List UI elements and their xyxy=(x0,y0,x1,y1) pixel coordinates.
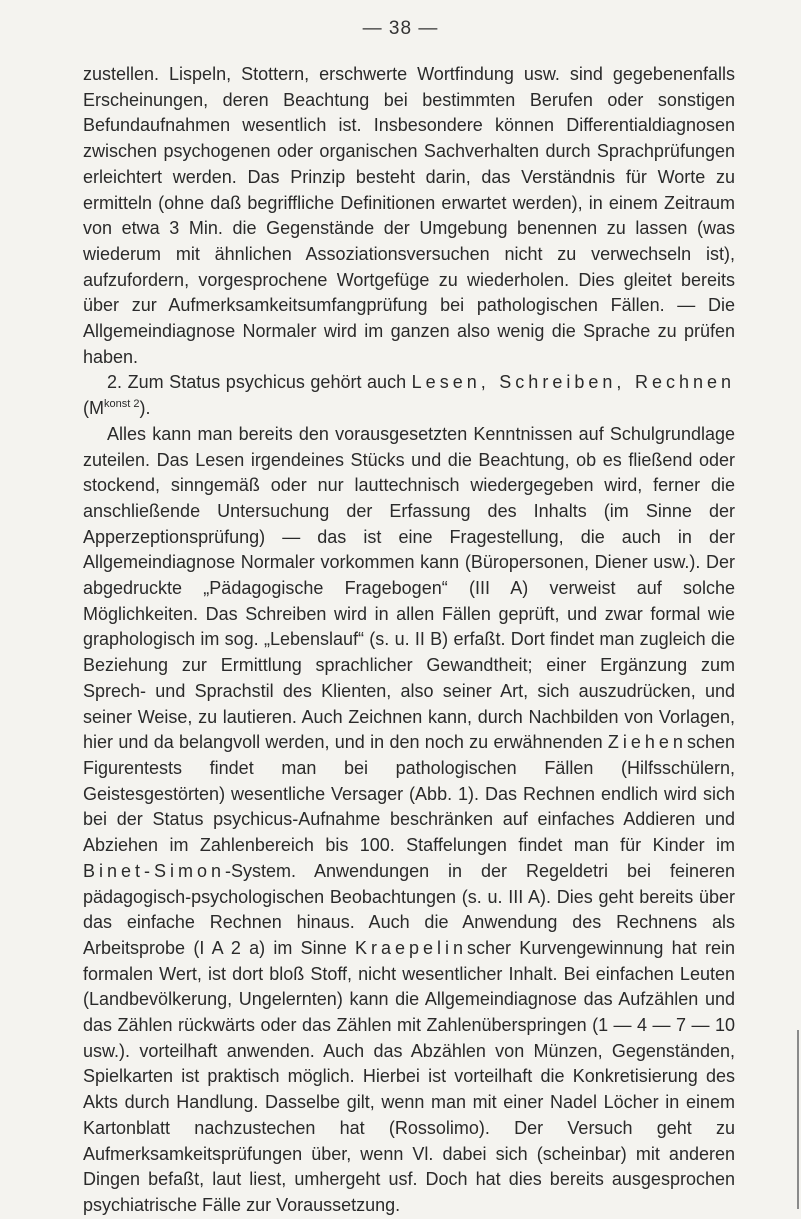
spaced-kraepelin: Kraepelin xyxy=(354,937,468,958)
spaced-lesen-schreiben-rechnen: Lesen, Schreiben, Rechnen xyxy=(411,372,735,393)
paragraph-2-end: ). xyxy=(139,398,151,419)
paragraph-2 xyxy=(83,370,735,421)
paragraph-1: zustellen. Lispeln, Stottern, erschwerte Wortfindung usw. sind gegebenenfalls Erscheinungen, deren Beachtung bei bestimmten Berufen oder sonstigen Befundaufnahmen wesentlich ist. Insbesondere können Differentialdiagnosen zwischen psychogenen oder organischen Sachverhalten durch Sprachprüfungen erleichtert werden. Das Prinzip besteht darin, das Verständnis für Worte zu ermitteln (ohne daß begriffliche Definitionen erwartet werden), in einem Zeitraum von etwa 3 Min. die Gegenstände der Umgebung benennen zu lassen (was wiederum mit ähnlichen Assoziationsversuchen nicht zu verwechseln ist), aufzufordern, vorgesprochene Wortgefüge zu wiederholen. Dies gleitet bereits über zur Aufmerksamkeitsumfangprüfung bei pathologischen Fällen. — Die Allgemeindiagnose Normaler wird im ganzen also wenig die Sprache zu prüfen haben. xyxy=(83,64,735,367)
spaced-binet-simon: Binet-Simon xyxy=(83,860,226,881)
spaced-ziehen: Ziehen xyxy=(607,732,687,753)
paragraph-3-part-c: -System. Anwendungen in der Regeldetri bei feineren pädagogisch-psychologischen Beobachtungen (s. u. III A). Dies geht bereits über das einfache Rechnen hinaus. Auch die Anwendung des Rechnens als Arbeitsprobe (I A 2 a) im Sinne xyxy=(83,860,735,958)
paragraph-2-open: (M xyxy=(83,398,104,419)
paragraph-3 xyxy=(83,422,735,1219)
paragraph-3-part-b: schen Figurentests findet man bei pathologischen Fällen (Hilfsschülern, Geistesgestörten) wesentliche Versager (Abb. 1). Das Rechnen endlich wird sich bei der Status psychicus-Aufnahme beschränken auf einfaches Addieren und Abziehen im Zahlenbereich bis 100. Staffelungen findet man für Kinder im xyxy=(83,732,735,856)
page-number: — 38 — xyxy=(362,18,439,39)
page-edge-line xyxy=(797,1030,799,1209)
paragraph-3-part-d: scher Kurvengewinnung hat rein formalen Wert, ist dort bloß Stoff, nicht wesentlicher Inhalt. Bei einfachen Leuten (Landbevölkerung, Ungelernten) kann die Allgemeindiagnose das Aufzählen und das Zählen rückwärts oder das Zählen mit Zahlenüberspringen (1 — 4 — 7 — 10 usw.). vorteilhaft anwenden. Auch das Abzählen von Münzen, Gegenständen, Spielkarten ist praktisch möglich. Hierbei ist vorteilhaft die Konkretisierung des Akts durch Handlung. Dasselbe gilt, wenn man mit einer Nadel Löcher in einem Kartonblatt nachzustechen hat (Rossolimo). Der Versuch geht zu Aufmerksamkeitsprüfungen über, wenn Vl. dabei sich (scheinbar) mit anderen Dingen befaßt, laut liest, umhergeht usf. Doch hat dies bereits ausgesprochen psychiatrische Fälle zur Voraussetzung. xyxy=(83,937,735,1215)
konst-superscript: konst 2 xyxy=(104,398,140,411)
paragraph-2-start: 2. Zum Status psychicus gehört auch xyxy=(107,372,412,393)
paragraph-3-part-a: Alles kann man bereits den vorausgesetzten Kenntnissen auf Schulgrundlage zuteilen. Das Lesen irgendeines Stücks und die Beachtung, ob es fließend oder stockend, sinngemäß oder nur lauttechnisch wiedergegeben wird, ferner die anschließende Untersuchung der Erfassung des Inhalts (im Sinne der Apperzeptionsprüfung) — das ist eine Fragestellung, die auch in der Allgemeindiagnose Normaler vorkommen kann (Büropersonen, Diener usw.). Der abgedruckte „Pädagogische Fragebogen“ (III A) verweist auf solche Möglichkeiten. Das Schreiben wird in allen Fällen geprüft, und zwar formal wie graphologisch im sog. „Lebenslauf“ (s. u. II B) erfaßt. Dort findet man zugleich die Beziehung zur Ermittlung sprachlicher Gewandtheit; einer Ergänzung zum Sprech- und Sprachstil des Klienten, also seiner Art, sich auszudrücken, und seiner Weise, zu lautieren. Auch Zeichnen kann, durch Nachbilden von Vorlagen, hier und da belangvoll werden, und in den noch zu erwähnenden xyxy=(83,423,735,753)
body-text xyxy=(83,62,735,1219)
